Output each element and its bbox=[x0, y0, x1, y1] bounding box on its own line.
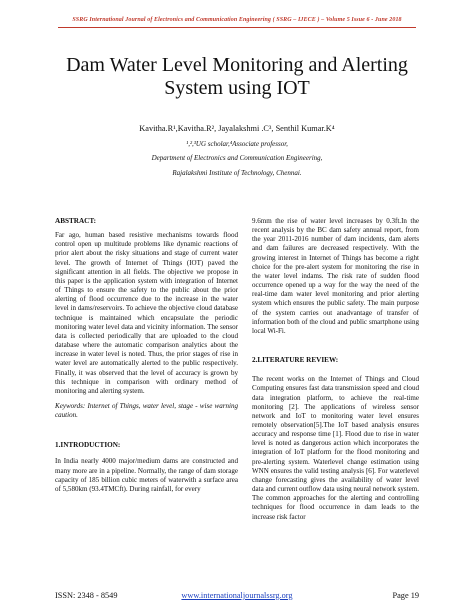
left-column bbox=[55, 217, 238, 494]
abstract-heading: ABSTRACT: bbox=[55, 217, 97, 225]
title-line-1: Dam Water Level Monitoring and Alerting bbox=[66, 54, 408, 76]
literature-review-heading: 2.LITERATURE REVIEW: bbox=[252, 356, 339, 365]
footer-issn: ISSN: 2348 - 8549 bbox=[55, 591, 118, 600]
title-line-2: System using IOT bbox=[164, 77, 310, 99]
paper-title bbox=[0, 54, 474, 100]
introduction-heading: 1.INTRODUCTION: bbox=[55, 441, 121, 450]
footer-page-number: Page 19 bbox=[392, 591, 419, 600]
footer-journal-link[interactable]: www.internationaljournalssrg.org bbox=[181, 591, 293, 600]
journal-header: SSRG International Journal of Electronics and Communication Engineering ( SSRG – IJECE ) – Volume 5 Issue 6 - June 2018 bbox=[72, 17, 402, 23]
author-list: Kavitha.R¹,Kavitha.R², Jayalakshmi .C³, Senthil Kumar.K⁴ bbox=[139, 124, 335, 133]
header-divider bbox=[58, 27, 416, 28]
affiliation-institute: Rajalakshmi Institute of Technology, Chennai. bbox=[172, 169, 302, 177]
right-column bbox=[252, 217, 419, 522]
keywords: Keywords: Internet of Things, water level, stage - wise warning caution. bbox=[55, 401, 238, 420]
literature-review-text: The recent works on the Internet of Things and Cloud Computing ensures fast data transmission speed and cloud data integration platform, to achieve the real-time monitoring [2]. The applications of wireless sensor network and IoT to monitoring water level ensures remotely observation[5].The IoT based analysis ensures accuracy and response time [1]. Flood due to rise in water level is noted as dangerous action which incorporates the integration of IoT platform for the flood monitoring and pre-alerting system. Waterlevel change estimation using WNN ensures the valid testing analysis [6]. For waterlevel change forecasting gives the availability of water level data and current outflow data using neural network system. The common approaches for the alerting and controlling techniques for flood occurrence in dam leads to the increase risk factor bbox=[252, 375, 419, 521]
introduction-continued: 9.6mm the rise of water level increases by 0.3ft.In the recent analysis by the BC dam safety annual report, from the year 2011-2016 number of dam incidents, dam alerts and dam failures are decreased respectively. With the growing interest in Internet of Things has become a right choice for the pre-alert system for monitoring the rise in the water level indams. The risk rate of sudden flood occurrence opened up a way for the way the need of the real-time dam water level monitoring and prior alerting system which ensures the public safety. The main purpose of the system carries out anadvantage of transfer of information both of the cloud and public smartphone using local Wi-Fi. bbox=[252, 217, 419, 335]
introduction-text: In India nearly 4000 major/medium dams are constructed and many more are in a pipeline. Normally, the range of dam storage capacity of 185 billion cubic meters of waterwith a surface area of 5,580km (93.4TMCft). During rainfall, for every bbox=[55, 457, 238, 493]
abstract-text: Far ago, human based resistive mechanisms towards flood control open up multitude problems like dynamic reactions of prior alert about the risky situations and stage of current water level. The growth of Internet of Things (IOT) paved the significant attention in all fields. The objective we propose in this paper is the application system with integration of Internet of Things to ensure the safety to the public about the prior alerting of flood occurrence due to the increase in the water level in dams/reservoirs. To achieve the objective cloud database technique is maintained which encapsulate the periodic monitoring water level data and vicinity information. The sensor data is collected periodically that are uploaded to the cloud database where the automatic comparison analytics about the increase in water level is noted. Thus, the prior stages of rise in water level are automatically alerted to the public respectively. Finally, it was observed that the level of accuracy is grown by this technique in comparison with ordinary method of monitoring and alerting system. bbox=[55, 231, 238, 395]
affiliation-role: ¹,²,³UG scholar,⁴Associate professor, bbox=[186, 140, 288, 148]
affiliation-department: Department of Electronics and Communication Engineering, bbox=[151, 154, 323, 162]
